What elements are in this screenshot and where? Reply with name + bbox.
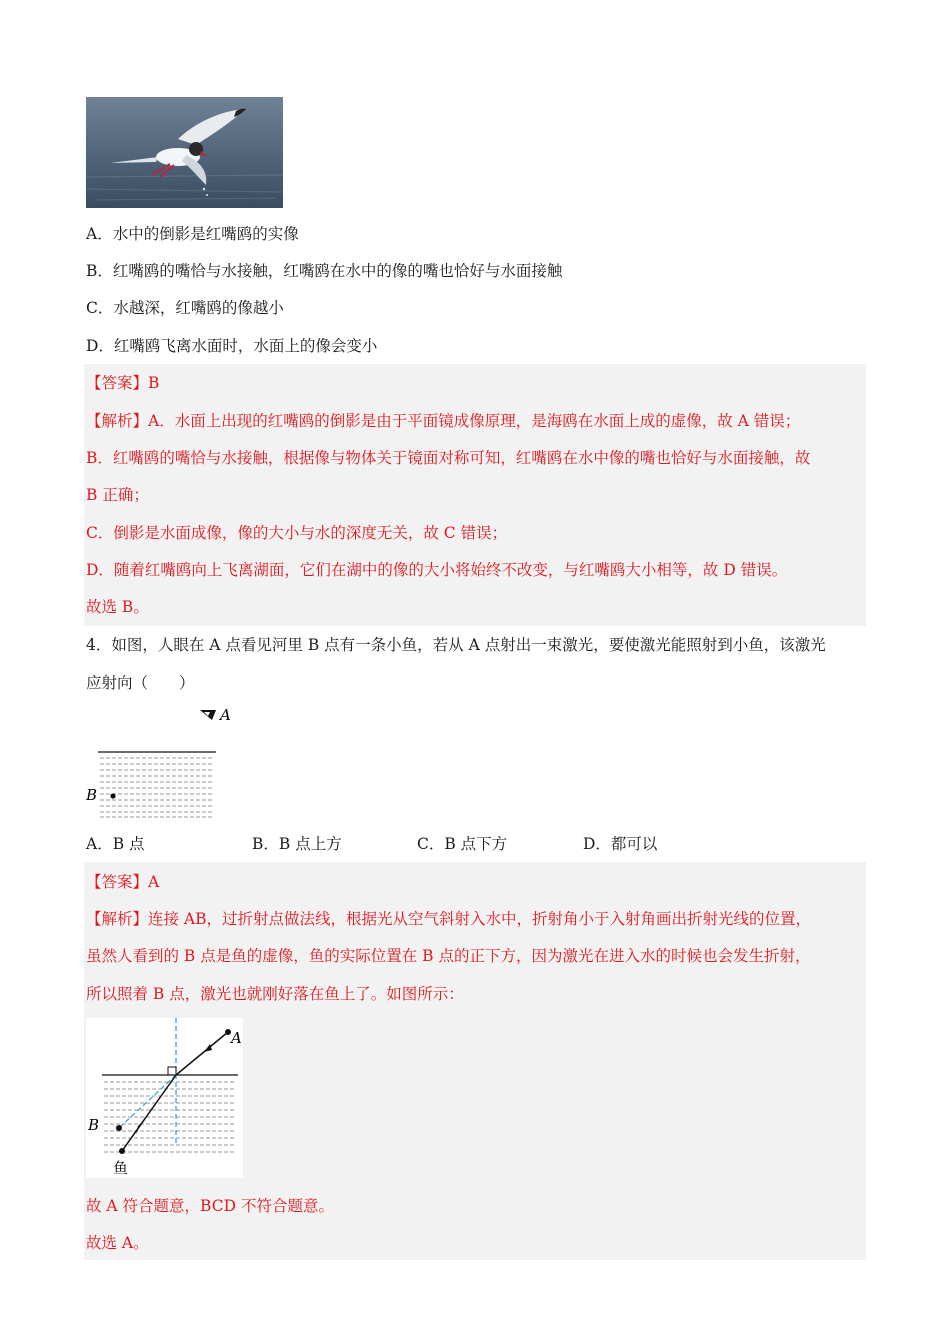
q3-option-b: B．红嘴鸥的嘴恰与水接触，红嘴鸥在水中的像的嘴也恰好与水面接触 [86, 262, 563, 280]
q4-conclusion-1: 故 A 符合题意，BCD 不符合题意。 [86, 1197, 334, 1215]
fig1-label-b: B [86, 786, 98, 804]
q4-option-a: A．B 点 [86, 835, 145, 853]
q3-answer: 【答案】B [86, 374, 160, 392]
q3-answer-box [84, 364, 866, 626]
fig2-label-b: B [88, 1116, 100, 1134]
q4-answer: 【答案】A [86, 873, 160, 891]
q3-option-c: C．水越深，红嘴鸥的像越小 [86, 299, 284, 317]
q4-option-b: B．B 点上方 [252, 835, 342, 853]
q3-option-a: A．水中的倒影是红嘴鸥的实像 [86, 225, 299, 243]
q3-analysis-line-2: B．红嘴鸥的嘴恰与水接触，根据像与物体关于镜面对称可知，红嘴鸥在水中像的嘴也恰好与水面接触，故 [86, 449, 811, 467]
q4-conclusion-2: 故选 A。 [86, 1234, 149, 1252]
q4-analysis-line-2: 虽然人看到的 B 点是鱼的虚像，鱼的实际位置在 B 点的正下方，因为激光在进入水的时候也会发生折射， [86, 947, 811, 965]
fig1-label-a: A [220, 706, 231, 724]
point-b [110, 793, 115, 798]
q4-figure [86, 700, 246, 824]
fig2-label-a: A [231, 1029, 242, 1047]
eye-icon [200, 710, 216, 720]
q4-option-c: C．B 点下方 [417, 835, 508, 853]
fig2-label-fish: 鱼 [113, 1159, 129, 1177]
q3-analysis-line-5: D．随着红嘴鸥向上飞离湖面，它们在湖中的像的大小将始终不改变，与红嘴鸥大小相等，故 D 错误。 [86, 561, 788, 579]
q4-stem-line-2: 应射向（ ） [86, 674, 195, 692]
q4-solution-figure [86, 1018, 243, 1178]
q3-analysis-line-4: C．倒影是水面成像，像的大小与水的深度无关，故 C 错误； [86, 524, 508, 542]
q3-analysis-line-1: 【解析】A．水面上出现的红嘴鸥的倒影是由于平面镜成像原理，是海鸥在水面上成的虚像，故 A 错误； [86, 412, 801, 430]
q4-option-d: D．都可以 [583, 835, 658, 853]
q4-analysis-line-1: 【解析】连接 AB，过折射点做法线，根据光从空气斜射入水中，折射角小于入射角画出折射光线的位置， [86, 910, 812, 928]
q4-analysis-line-3: 所以照着 B 点，激光也就刚好落在鱼上了。如图所示： [86, 985, 464, 1003]
q3-option-d: D．红嘴鸥飞离水面时，水面上的像会变小 [86, 337, 378, 355]
q4-stem-line-1: 4．如图，人眼在 A 点看见河里 B 点有一条小鱼，若从 A 点射出一束激光，要使激光能照射到小鱼，该激光 [86, 636, 826, 654]
water-hatching [100, 758, 214, 817]
q3-analysis-line-6: 故选 B。 [86, 598, 149, 616]
q3-analysis-line-3: B 正确； [86, 486, 149, 504]
seagull-photo [86, 97, 283, 208]
